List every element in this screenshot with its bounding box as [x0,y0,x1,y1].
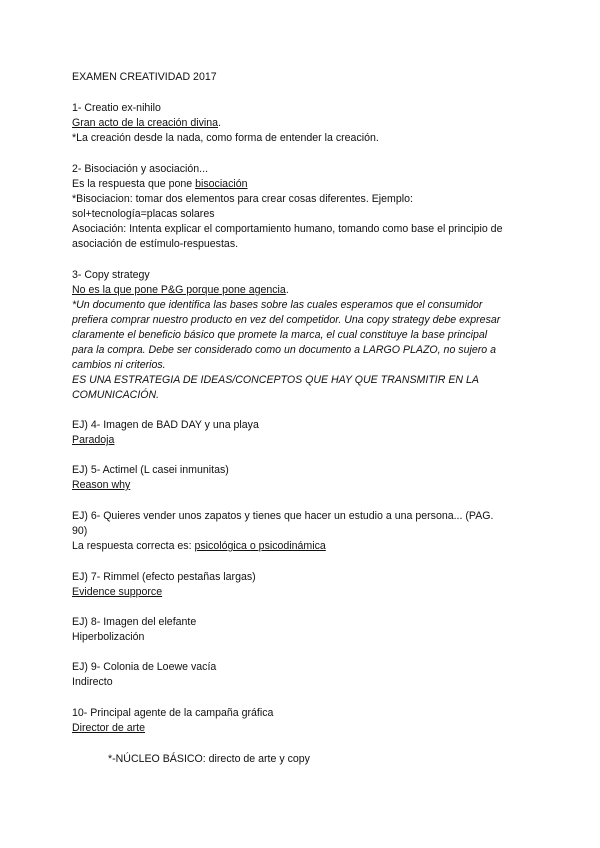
question-1-answer: Gran acto de la creación divina [72,117,219,129]
question-1-note: *La creación desde la nada, como forma de entender la creación. [72,132,379,144]
question-2-answer-prefix: Es la respuesta que pone [72,178,196,190]
question-6-answer-line [72,539,542,554]
question-6 [72,509,542,554]
question-5-heading: EJ) 5- Actimel (L casei inmunitas) [72,464,229,476]
question-2-answer-line [72,177,542,192]
question-5 [72,463,542,493]
question-3-answer-suffix: . [285,284,289,296]
question-2-note-2: sol+tecnología=placas solares [72,208,215,220]
question-3-answer: No es la que pone P&G porque pone agencia [72,284,286,296]
question-5-answer: Reason why [72,479,131,491]
question-8-heading: EJ) 8- Imagen del elefante [72,616,197,628]
question-10-answer: Director de arte [72,722,146,734]
exam-title-block [72,70,542,85]
question-3-answer-line [72,283,542,298]
question-8 [72,615,542,645]
question-9-heading: EJ) 9- Colonia de Loewe vacía [72,661,217,673]
question-7 [72,570,542,600]
question-7-answer: Evidence supporce [72,586,163,598]
question-2-note-3: Asociación: Intenta explicar el comportamiento humano, tomando como base el principio de [72,223,503,235]
question-3-explanation-line: COMUNICACIÓN. [72,389,160,401]
question-1-answer-suffix: . [218,117,221,129]
question-3-explanation-line: para la compra. Debe ser considerado como un documento a LARGO PLAZO, no sujero a [72,344,496,356]
question-9 [72,660,542,690]
question-4-answer: Paradoja [72,434,115,446]
question-6-heading-1: EJ) 6- Quieres vender unos zapatos y tienes que hacer un estudio a una persona... (PAG. [72,510,494,522]
question-9-answer: Indirecto [72,676,113,688]
question-10-heading: 10- Principal agente de la campaña gráfica [72,707,274,719]
question-3-explanation-line: prefiera comprar nuestro producto en vez del competidor. Una copy strategy debe expresar [72,314,501,326]
question-3-heading: 3- Copy strategy [72,269,150,281]
question-8-answer: Hiperbolización [72,631,145,643]
question-3-explanation-line: cambios ni criterios. [72,359,166,371]
question-6-answer-prefix: La respuesta correcta es: [72,540,195,552]
question-6-heading-2: 90) [72,525,88,537]
question-2-heading: 2- Bisociación y asociación... [72,163,209,175]
question-10 [72,706,542,736]
question-1 [72,101,542,146]
question-4-heading: EJ) 4- Imagen de BAD DAY y una playa [72,419,259,431]
question-1-answer-line [72,116,542,131]
question-3-explanation-line: claramente el beneficio básico que promete la marca, el cual constituye la base principal [72,329,488,341]
question-2 [72,162,542,252]
question-3 [72,268,542,403]
question-2-note-4: asociación de estímulo-respuestas. [72,238,239,250]
question-3-explanation-line: *Un documento que identifica las bases sobre las cuales esperamos que el consumidor [72,299,483,311]
question-2-note-1: *Bisociacion: tomar dos elementos para crear cosas diferentes. Ejemplo: [72,193,413,205]
question-10-note-block [72,752,542,767]
question-6-answer: psicológica o psicodinámica [194,540,326,552]
question-10-note: *-NÚCLEO BÁSICO: directo de arte y copy [108,753,310,765]
question-4 [72,418,542,448]
question-7-heading: EJ) 7- Rimmel (efecto pestañas largas) [72,571,256,583]
question-3-explanation-line: ES UNA ESTRATEGIA DE IDEAS/CONCEPTOS QUE HAY QUE TRANSMITIR EN LA [72,374,479,386]
exam-title: EXAMEN CREATIVIDAD 2017 [72,71,217,83]
question-1-heading: 1- Creatio ex-nihilo [72,102,161,114]
question-2-answer: bisociación [195,178,248,190]
